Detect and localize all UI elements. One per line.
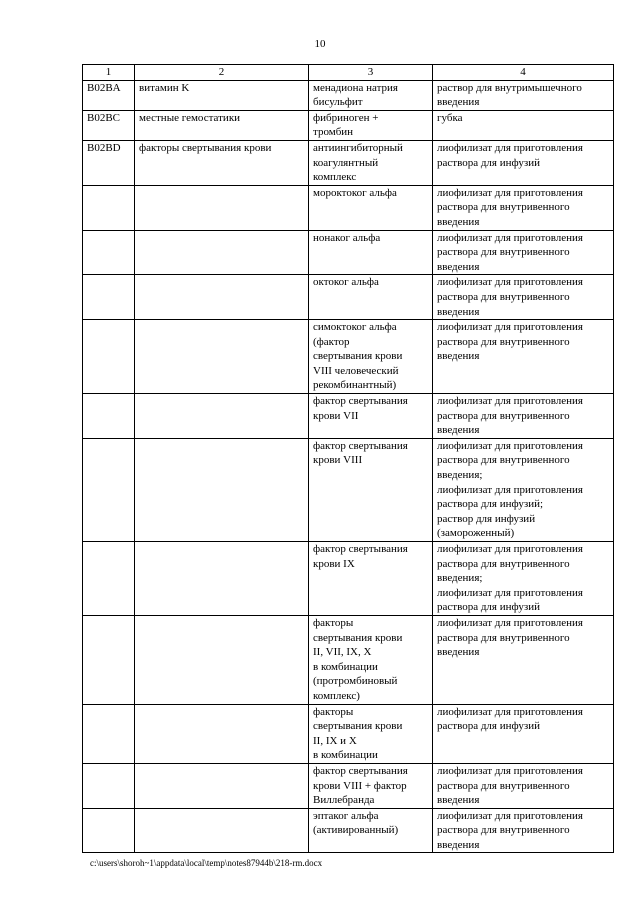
drug-name-cell: фактор свертывания крови VIII + фактор Виллебранда [309, 763, 433, 808]
atc-code-cell [83, 185, 135, 230]
group-cell [135, 320, 309, 394]
group-cell: факторы свертывания крови [135, 140, 309, 185]
group-cell [135, 230, 309, 275]
group-cell [135, 704, 309, 763]
drug-name-cell: антиингибиторный коагулянтный комплекс [309, 140, 433, 185]
drug-name-cell: мороктоког альфа [309, 185, 433, 230]
group-cell [135, 275, 309, 320]
drug-name-cell: нонаког альфа [309, 230, 433, 275]
column-header: 4 [433, 65, 614, 81]
dosage-form-cell: лиофилизат для приготовления раствора для внутривенного введения; лиофилизат для приготовления раствора для инфузий [433, 542, 614, 616]
group-cell [135, 808, 309, 853]
atc-code-cell: B02BD [83, 140, 135, 185]
dosage-form-cell: лиофилизат для приготовления раствора для внутривенного введения [433, 185, 614, 230]
drug-name-cell: фактор свертывания крови VIII [309, 438, 433, 541]
atc-code-cell [83, 808, 135, 853]
footer-file-path: c:\users\shoroh~1\appdata\local\temp\notes87944b\218-rm.docx [90, 858, 323, 868]
dosage-form-cell: лиофилизат для приготовления раствора для внутривенного введения; лиофилизат для приготовления раствора для инфузий; раствор для инфузий (замороженный) [433, 438, 614, 541]
dosage-form-cell: лиофилизат для приготовления раствора для внутривенного введения [433, 615, 614, 704]
drug-name-cell: фактор свертывания крови IX [309, 542, 433, 616]
drug-name-cell: менадиона натрия бисульфит [309, 80, 433, 110]
drug-name-cell: факторы свертывания крови II, IX и X в комбинации [309, 704, 433, 763]
atc-code-cell [83, 615, 135, 704]
dosage-form-cell: лиофилизат для приготовления раствора для инфузий [433, 140, 614, 185]
table-row [83, 615, 614, 704]
drug-name-cell: фактор свертывания крови VII [309, 394, 433, 439]
table-row [83, 542, 614, 616]
group-cell [135, 394, 309, 439]
table-row [83, 140, 614, 185]
column-header: 2 [135, 65, 309, 81]
group-cell [135, 763, 309, 808]
table-header-row [83, 65, 614, 81]
table-row [83, 80, 614, 110]
group-cell: местные гемостатики [135, 110, 309, 140]
dosage-form-cell: лиофилизат для приготовления раствора для инфузий [433, 704, 614, 763]
group-cell [135, 438, 309, 541]
atc-code-cell [83, 230, 135, 275]
drug-name-cell: симоктоког альфа (фактор свертывания крови VIII человеческий рекомбинантный) [309, 320, 433, 394]
group-cell: витамин K [135, 80, 309, 110]
dosage-form-cell: лиофилизат для приготовления раствора для внутривенного введения [433, 320, 614, 394]
atc-code-cell: B02BC [83, 110, 135, 140]
table-row [83, 230, 614, 275]
drug-table [82, 64, 614, 853]
atc-code-cell: B02BA [83, 80, 135, 110]
table-row [83, 110, 614, 140]
dosage-form-cell: раствор для внутримышечного введения [433, 80, 614, 110]
dosage-form-cell: лиофилизат для приготовления раствора для внутривенного введения [433, 394, 614, 439]
drug-name-cell: октоког альфа [309, 275, 433, 320]
table-row [83, 704, 614, 763]
table-row [83, 394, 614, 439]
table-row [83, 185, 614, 230]
atc-code-cell [83, 394, 135, 439]
table-body [83, 80, 614, 853]
drug-name-cell: фибриноген + тромбин [309, 110, 433, 140]
table-row [83, 320, 614, 394]
atc-code-cell [83, 542, 135, 616]
atc-code-cell [83, 438, 135, 541]
column-header: 3 [309, 65, 433, 81]
table-row [83, 275, 614, 320]
table-row [83, 438, 614, 541]
atc-code-cell [83, 704, 135, 763]
table-row [83, 808, 614, 853]
dosage-form-cell: лиофилизат для приготовления раствора для внутривенного введения [433, 230, 614, 275]
group-cell [135, 185, 309, 230]
atc-code-cell [83, 320, 135, 394]
dosage-form-cell: лиофилизат для приготовления раствора для внутривенного введения [433, 808, 614, 853]
dosage-form-cell: губка [433, 110, 614, 140]
drug-name-cell: эптаког альфа (активированный) [309, 808, 433, 853]
dosage-form-cell: лиофилизат для приготовления раствора для внутривенного введения [433, 763, 614, 808]
group-cell [135, 542, 309, 616]
drug-name-cell: факторы свертывания крови II, VII, IX, X в комбинации (протромбиновый комплекс) [309, 615, 433, 704]
group-cell [135, 615, 309, 704]
dosage-form-cell: лиофилизат для приготовления раствора для внутривенного введения [433, 275, 614, 320]
column-header: 1 [83, 65, 135, 81]
page-number: 10 [314, 38, 326, 50]
table-row [83, 763, 614, 808]
atc-code-cell [83, 275, 135, 320]
atc-code-cell [83, 763, 135, 808]
